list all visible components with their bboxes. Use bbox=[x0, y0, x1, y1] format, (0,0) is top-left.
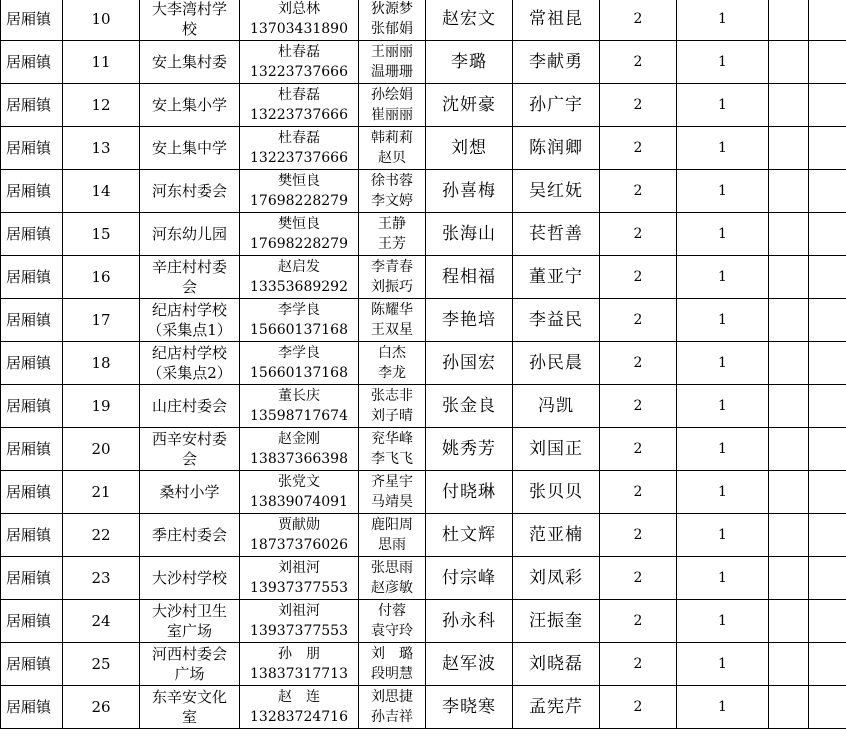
blank-cell-2 bbox=[809, 256, 846, 299]
contact-cell bbox=[240, 385, 359, 428]
staff-names-cell-line: 刘思捷 bbox=[371, 689, 413, 705]
count-cell-1: 2 bbox=[600, 41, 677, 84]
person-cell-1: 孙喜梅 bbox=[426, 170, 513, 213]
site-name-cell bbox=[140, 600, 240, 643]
site-number-cell: 10 bbox=[63, 0, 140, 41]
site-name-cell bbox=[140, 428, 240, 471]
person-cell-2: 陈润卿 bbox=[513, 127, 600, 170]
town-cell: 居厢镇 bbox=[1, 299, 63, 342]
staff-names-cell bbox=[359, 686, 426, 729]
person-cell-1: 孙国宏 bbox=[426, 342, 513, 385]
staff-names-cell-line: 赵彦敏 bbox=[371, 580, 413, 596]
table-row bbox=[1, 514, 846, 557]
site-name-cell-line: 室广场 bbox=[166, 622, 212, 640]
contact-cell-line: 刘总林 bbox=[278, 1, 320, 17]
site-name-cell bbox=[140, 514, 240, 557]
contact-cell-line: 刘祖河 bbox=[278, 603, 320, 619]
contact-cell-line: 13223737666 bbox=[250, 150, 348, 166]
person-cell-1: 杜文辉 bbox=[426, 514, 513, 557]
staff-names-cell bbox=[359, 299, 426, 342]
staff-names-cell-line: 张思雨 bbox=[371, 560, 413, 576]
staff-names-cell-line: 温珊珊 bbox=[371, 64, 413, 80]
contact-cell-line: 贾献勋 bbox=[278, 517, 320, 533]
staff-names-cell-line: 王双星 bbox=[371, 322, 413, 338]
town-cell: 居厢镇 bbox=[1, 170, 63, 213]
contact-cell-line: 赵启发 bbox=[278, 259, 320, 275]
staff-names-cell-line: 赵贝 bbox=[378, 150, 406, 166]
staff-names-cell bbox=[359, 127, 426, 170]
contact-cell-line: 杜春磊 bbox=[278, 44, 320, 60]
staff-names-cell-line: 陈耀华 bbox=[371, 302, 413, 318]
site-number-cell: 13 bbox=[63, 127, 140, 170]
blank-cell-1 bbox=[769, 256, 809, 299]
contact-cell-line: 13937377553 bbox=[250, 623, 348, 639]
blank-cell-2 bbox=[809, 213, 846, 256]
person-cell-1: 赵宏文 bbox=[426, 0, 513, 41]
town-cell: 居厢镇 bbox=[1, 213, 63, 256]
staff-names-cell-line: 徐书蓉 bbox=[371, 173, 413, 189]
blank-cell-1 bbox=[769, 342, 809, 385]
site-number-cell: 20 bbox=[63, 428, 140, 471]
site-number-cell: 23 bbox=[63, 557, 140, 600]
contact-cell bbox=[240, 170, 359, 213]
site-name-cell-line: （采集点2） bbox=[147, 364, 232, 382]
contact-cell bbox=[240, 643, 359, 686]
blank-cell-1 bbox=[769, 600, 809, 643]
person-cell-1: 李艳培 bbox=[426, 299, 513, 342]
person-cell-1: 付晓琳 bbox=[426, 471, 513, 514]
site-name-cell-line: 纪店村学校 bbox=[151, 301, 227, 319]
blank-cell-1 bbox=[769, 170, 809, 213]
staff-names-cell-line: 刘子晴 bbox=[371, 408, 413, 424]
staff-names-cell bbox=[359, 557, 426, 600]
table-row bbox=[1, 428, 846, 471]
town-cell: 居厢镇 bbox=[1, 557, 63, 600]
site-name-cell bbox=[140, 84, 240, 127]
site-name-cell bbox=[140, 127, 240, 170]
staff-names-cell-line: 崔丽丽 bbox=[371, 107, 413, 123]
table-row bbox=[1, 342, 846, 385]
site-name-cell bbox=[140, 213, 240, 256]
contact-cell-line: 13937377553 bbox=[250, 580, 348, 596]
count-cell-2: 1 bbox=[677, 686, 769, 729]
contact-cell-line: 13703431890 bbox=[250, 21, 348, 37]
blank-cell-2 bbox=[809, 514, 846, 557]
site-name-cell-line: 河西村委会 bbox=[151, 645, 227, 663]
site-name-cell bbox=[140, 643, 240, 686]
contact-cell-line: 张党文 bbox=[278, 474, 320, 490]
table-row bbox=[1, 600, 846, 643]
town-cell: 居厢镇 bbox=[1, 643, 63, 686]
contact-cell-line: 樊恒良 bbox=[278, 173, 320, 189]
site-name-cell bbox=[140, 557, 240, 600]
table-row bbox=[1, 41, 846, 84]
blank-cell-1 bbox=[769, 41, 809, 84]
blank-cell-2 bbox=[809, 0, 846, 41]
person-cell-2: 张贝贝 bbox=[513, 471, 600, 514]
town-cell: 居厢镇 bbox=[1, 84, 63, 127]
staff-names-cell-line: 李飞飞 bbox=[371, 451, 413, 467]
count-cell-1: 2 bbox=[600, 514, 677, 557]
blank-cell-1 bbox=[769, 299, 809, 342]
person-cell-1: 张金良 bbox=[426, 385, 513, 428]
count-cell-1: 2 bbox=[600, 84, 677, 127]
person-cell-2: 范亚楠 bbox=[513, 514, 600, 557]
contact-cell-line: 17698228279 bbox=[250, 236, 348, 252]
blank-cell-2 bbox=[809, 127, 846, 170]
contact-cell bbox=[240, 299, 359, 342]
site-name-cell-line: 安上集中学 bbox=[151, 139, 227, 157]
site-number-cell: 12 bbox=[63, 84, 140, 127]
blank-cell-1 bbox=[769, 385, 809, 428]
site-name-cell bbox=[140, 170, 240, 213]
contact-cell-line: 李学良 bbox=[278, 345, 320, 361]
town-cell: 居厢镇 bbox=[1, 514, 63, 557]
staff-names-cell bbox=[359, 514, 426, 557]
town-cell: 居厢镇 bbox=[1, 127, 63, 170]
person-cell-2: 刘国正 bbox=[513, 428, 600, 471]
count-cell-1: 2 bbox=[600, 299, 677, 342]
person-cell-1: 李璐 bbox=[426, 41, 513, 84]
staff-names-cell bbox=[359, 342, 426, 385]
staff-names-cell-line: 白杰 bbox=[378, 345, 406, 361]
person-cell-2: 孟宪芹 bbox=[513, 686, 600, 729]
site-number-cell: 24 bbox=[63, 600, 140, 643]
count-cell-1: 2 bbox=[600, 686, 677, 729]
contact-cell bbox=[240, 127, 359, 170]
blank-cell-2 bbox=[809, 643, 846, 686]
person-cell-2: 刘晓磊 bbox=[513, 643, 600, 686]
contact-cell-line: 孙 朋 bbox=[278, 646, 320, 662]
site-number-cell: 21 bbox=[63, 471, 140, 514]
count-cell-1: 2 bbox=[600, 471, 677, 514]
staff-names-cell-line: 王芳 bbox=[378, 236, 406, 252]
site-name-cell-line: 西辛安村委 bbox=[151, 430, 227, 448]
contact-cell-line: 杜春磊 bbox=[278, 87, 320, 103]
count-cell-2: 1 bbox=[677, 557, 769, 600]
contact-cell-line: 董长庆 bbox=[278, 388, 320, 404]
count-cell-2: 1 bbox=[677, 643, 769, 686]
town-cell: 居厢镇 bbox=[1, 256, 63, 299]
count-cell-1: 2 bbox=[600, 213, 677, 256]
contact-cell-line: 李学良 bbox=[278, 302, 320, 318]
staff-names-cell bbox=[359, 0, 426, 41]
town-cell: 居厢镇 bbox=[1, 600, 63, 643]
staff-names-cell-line: 鹿阳周 bbox=[371, 517, 413, 533]
count-cell-1: 2 bbox=[600, 256, 677, 299]
table-row bbox=[1, 0, 846, 41]
staff-names-cell-line: 兖华峰 bbox=[371, 431, 413, 447]
site-name-cell-line: 大沙村学校 bbox=[151, 569, 227, 587]
site-number-cell: 14 bbox=[63, 170, 140, 213]
contact-cell bbox=[240, 41, 359, 84]
staff-names-cell bbox=[359, 213, 426, 256]
contact-cell-line: 13223737666 bbox=[250, 64, 348, 80]
site-name-cell bbox=[140, 256, 240, 299]
site-name-cell-line: 纪店村学校 bbox=[151, 344, 227, 362]
count-cell-1: 2 bbox=[600, 643, 677, 686]
blank-cell-1 bbox=[769, 643, 809, 686]
staff-names-cell-line: 李龙 bbox=[378, 365, 406, 381]
person-cell-1: 张海山 bbox=[426, 213, 513, 256]
contact-cell bbox=[240, 514, 359, 557]
person-cell-2: 李献勇 bbox=[513, 41, 600, 84]
staff-names-cell-line: 李青春 bbox=[371, 259, 413, 275]
site-name-cell-line: 校 bbox=[181, 20, 197, 38]
contact-cell bbox=[240, 342, 359, 385]
staff-names-cell-line: 刘 璐 bbox=[371, 646, 413, 662]
person-cell-2: 冯凯 bbox=[513, 385, 600, 428]
table-row bbox=[1, 213, 846, 256]
blank-cell-1 bbox=[769, 84, 809, 127]
contact-cell-line: 13598717674 bbox=[250, 408, 348, 424]
staff-names-cell-line: 思雨 bbox=[378, 537, 406, 553]
person-cell-2: 苌哲善 bbox=[513, 213, 600, 256]
staff-names-cell-line: 马靖昊 bbox=[371, 494, 413, 510]
blank-cell-1 bbox=[769, 686, 809, 729]
count-cell-1: 2 bbox=[600, 0, 677, 41]
site-name-cell bbox=[140, 385, 240, 428]
staff-names-cell-line: 张志非 bbox=[371, 388, 413, 404]
person-cell-2: 刘凤彩 bbox=[513, 557, 600, 600]
staff-names-cell bbox=[359, 170, 426, 213]
count-cell-2: 1 bbox=[677, 514, 769, 557]
contact-cell bbox=[240, 471, 359, 514]
blank-cell-2 bbox=[809, 471, 846, 514]
staff-names-cell bbox=[359, 643, 426, 686]
person-cell-2: 汪振奎 bbox=[513, 600, 600, 643]
contact-cell-line: 13223737666 bbox=[250, 107, 348, 123]
staff-names-cell-line: 王静 bbox=[378, 216, 406, 232]
site-number-cell: 19 bbox=[63, 385, 140, 428]
table-row bbox=[1, 557, 846, 600]
staff-names-cell bbox=[359, 428, 426, 471]
blank-cell-2 bbox=[809, 84, 846, 127]
staff-names-cell bbox=[359, 256, 426, 299]
contact-cell bbox=[240, 557, 359, 600]
person-cell-1: 刘想 bbox=[426, 127, 513, 170]
site-name-cell bbox=[140, 686, 240, 729]
count-cell-1: 2 bbox=[600, 600, 677, 643]
count-cell-2: 1 bbox=[677, 170, 769, 213]
site-number-cell: 17 bbox=[63, 299, 140, 342]
contact-cell-line: 赵金刚 bbox=[278, 431, 320, 447]
contact-cell-line: 18737376026 bbox=[250, 537, 348, 553]
count-cell-2: 1 bbox=[677, 342, 769, 385]
contact-cell-line: 13837366398 bbox=[250, 451, 348, 467]
staff-names-cell bbox=[359, 84, 426, 127]
site-name-cell-line: 河东幼儿园 bbox=[151, 225, 227, 243]
contact-cell-line: 13283724716 bbox=[250, 709, 348, 725]
contact-cell-line: 15660137168 bbox=[250, 365, 348, 381]
contact-cell bbox=[240, 84, 359, 127]
count-cell-2: 1 bbox=[677, 84, 769, 127]
staff-names-cell-line: 袁守玲 bbox=[371, 623, 413, 639]
contact-cell bbox=[240, 686, 359, 729]
site-name-cell-line: 季庄村委会 bbox=[151, 526, 227, 544]
table-row bbox=[1, 84, 846, 127]
blank-cell-2 bbox=[809, 557, 846, 600]
contact-cell bbox=[240, 256, 359, 299]
table-row bbox=[1, 686, 846, 729]
table-row bbox=[1, 385, 846, 428]
blank-cell-2 bbox=[809, 385, 846, 428]
count-cell-2: 1 bbox=[677, 256, 769, 299]
site-name-cell-line: （采集点1） bbox=[147, 321, 232, 339]
contact-cell bbox=[240, 213, 359, 256]
count-cell-1: 2 bbox=[600, 557, 677, 600]
blank-cell-2 bbox=[809, 170, 846, 213]
count-cell-2: 1 bbox=[677, 299, 769, 342]
contact-cell-line: 杜春磊 bbox=[278, 130, 320, 146]
blank-cell-2 bbox=[809, 342, 846, 385]
blank-cell-1 bbox=[769, 514, 809, 557]
contact-cell-line: 13839074091 bbox=[250, 494, 348, 510]
blank-cell-1 bbox=[769, 127, 809, 170]
blank-cell-1 bbox=[769, 428, 809, 471]
blank-cell-2 bbox=[809, 600, 846, 643]
blank-cell-1 bbox=[769, 471, 809, 514]
staff-names-cell-line: 付蓉 bbox=[378, 603, 406, 619]
person-cell-2: 李益民 bbox=[513, 299, 600, 342]
site-name-cell-line: 室 bbox=[181, 708, 197, 726]
site-name-cell-line: 会 bbox=[181, 450, 197, 468]
table-row bbox=[1, 471, 846, 514]
contact-cell-line: 刘祖河 bbox=[278, 560, 320, 576]
contact-cell-line: 樊恒良 bbox=[278, 216, 320, 232]
contact-cell bbox=[240, 600, 359, 643]
count-cell-1: 2 bbox=[600, 428, 677, 471]
site-name-cell bbox=[140, 299, 240, 342]
blank-cell-2 bbox=[809, 428, 846, 471]
site-name-cell-line: 安上集小学 bbox=[151, 96, 227, 114]
staff-names-cell bbox=[359, 385, 426, 428]
person-cell-1: 姚秀芳 bbox=[426, 428, 513, 471]
site-name-cell-line: 辛庄村村委 bbox=[151, 258, 227, 276]
contact-cell bbox=[240, 428, 359, 471]
count-cell-1: 2 bbox=[600, 385, 677, 428]
site-number-cell: 11 bbox=[63, 41, 140, 84]
count-cell-1: 2 bbox=[600, 170, 677, 213]
count-cell-2: 1 bbox=[677, 600, 769, 643]
person-cell-2: 孙广宇 bbox=[513, 84, 600, 127]
site-name-cell bbox=[140, 342, 240, 385]
count-cell-2: 1 bbox=[677, 127, 769, 170]
person-cell-2: 吴红妩 bbox=[513, 170, 600, 213]
site-name-cell-line: 大沙村卫生 bbox=[151, 602, 227, 620]
count-cell-2: 1 bbox=[677, 428, 769, 471]
site-name-cell-line: 安上集村委 bbox=[151, 53, 227, 71]
person-cell-1: 李晓寒 bbox=[426, 686, 513, 729]
site-number-cell: 26 bbox=[63, 686, 140, 729]
person-cell-2: 常祖昆 bbox=[513, 0, 600, 41]
site-name-cell-line: 山庄村委会 bbox=[151, 397, 227, 415]
count-cell-2: 1 bbox=[677, 471, 769, 514]
count-cell-1: 2 bbox=[600, 342, 677, 385]
staff-names-cell-line: 王丽丽 bbox=[371, 44, 413, 60]
table-row bbox=[1, 127, 846, 170]
site-number-cell: 16 bbox=[63, 256, 140, 299]
table-row bbox=[1, 299, 846, 342]
site-name-cell bbox=[140, 41, 240, 84]
contact-cell-line: 15660137168 bbox=[250, 322, 348, 338]
site-name-cell-line: 广场 bbox=[174, 665, 205, 683]
blank-cell-1 bbox=[769, 557, 809, 600]
site-number-cell: 15 bbox=[63, 213, 140, 256]
site-number-cell: 18 bbox=[63, 342, 140, 385]
table-row bbox=[1, 643, 846, 686]
staff-names-cell-line: 孙绘娟 bbox=[371, 87, 413, 103]
blank-cell-2 bbox=[809, 41, 846, 84]
blank-cell-2 bbox=[809, 299, 846, 342]
contact-cell-line: 17698228279 bbox=[250, 193, 348, 209]
site-name-cell-line: 东辛安文化 bbox=[151, 688, 227, 706]
town-cell: 居厢镇 bbox=[1, 428, 63, 471]
site-number-cell: 25 bbox=[63, 643, 140, 686]
table-row bbox=[1, 170, 846, 213]
site-name-cell bbox=[140, 0, 240, 41]
town-cell: 居厢镇 bbox=[1, 342, 63, 385]
blank-cell-1 bbox=[769, 213, 809, 256]
town-cell: 居厢镇 bbox=[1, 385, 63, 428]
person-cell-1: 程相福 bbox=[426, 256, 513, 299]
person-cell-1: 付宗峰 bbox=[426, 557, 513, 600]
staff-names-cell-line: 韩莉莉 bbox=[371, 130, 413, 146]
person-cell-2: 董亚宁 bbox=[513, 256, 600, 299]
town-cell: 居厢镇 bbox=[1, 686, 63, 729]
contact-cell-line: 赵 连 bbox=[278, 689, 320, 705]
staff-names-cell bbox=[359, 600, 426, 643]
person-cell-2: 孙民晨 bbox=[513, 342, 600, 385]
contact-cell-line: 13837317713 bbox=[250, 666, 348, 682]
staff-names-cell-line: 张郁娟 bbox=[371, 21, 413, 37]
staff-names-cell-line: 段明慧 bbox=[371, 666, 413, 682]
contact-cell-line: 13353689292 bbox=[250, 279, 348, 295]
table-row bbox=[1, 256, 846, 299]
blank-cell-2 bbox=[809, 686, 846, 729]
staff-names-cell-line: 刘振巧 bbox=[371, 279, 413, 295]
site-name-cell-line: 会 bbox=[181, 278, 197, 296]
count-cell-2: 1 bbox=[677, 385, 769, 428]
person-cell-1: 孙永科 bbox=[426, 600, 513, 643]
contact-cell bbox=[240, 0, 359, 41]
town-cell: 居厢镇 bbox=[1, 0, 63, 41]
blank-cell-1 bbox=[769, 0, 809, 41]
count-cell-2: 1 bbox=[677, 41, 769, 84]
town-cell: 居厢镇 bbox=[1, 41, 63, 84]
town-cell: 居厢镇 bbox=[1, 471, 63, 514]
staff-names-cell bbox=[359, 41, 426, 84]
count-cell-2: 1 bbox=[677, 0, 769, 41]
staff-names-cell-line: 孙吉祥 bbox=[371, 709, 413, 725]
site-number-cell: 22 bbox=[63, 514, 140, 557]
staff-names-cell-line: 李文婷 bbox=[371, 193, 413, 209]
site-name-cell-line: 大李湾村学 bbox=[151, 0, 227, 18]
person-cell-1: 沈妍豪 bbox=[426, 84, 513, 127]
staff-names-cell-line: 齐星宇 bbox=[371, 474, 413, 490]
site-name-cell bbox=[140, 471, 240, 514]
staff-names-cell bbox=[359, 471, 426, 514]
table-body bbox=[1, 0, 846, 729]
site-name-cell-line: 河东村委会 bbox=[151, 182, 227, 200]
count-cell-1: 2 bbox=[600, 127, 677, 170]
person-cell-1: 赵军波 bbox=[426, 643, 513, 686]
site-name-cell-line: 桑村小学 bbox=[159, 483, 220, 501]
staff-names-cell-line: 狄源梦 bbox=[371, 1, 413, 17]
count-cell-2: 1 bbox=[677, 213, 769, 256]
